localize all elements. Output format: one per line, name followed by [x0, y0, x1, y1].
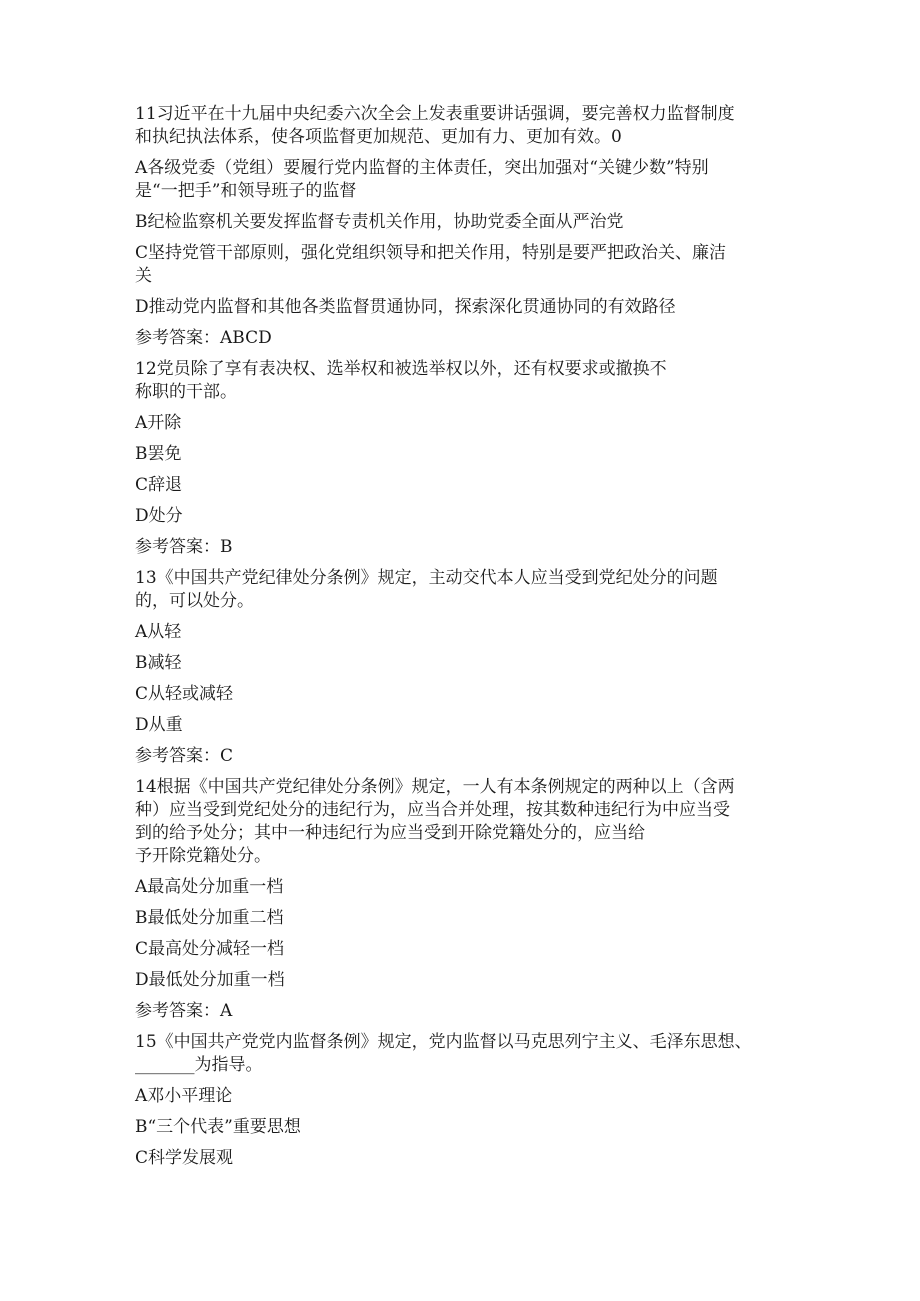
question-stem: [135, 103, 815, 149]
text-line: B减轻: [135, 653, 182, 673]
option-a: [135, 157, 815, 203]
option-a: [135, 621, 815, 644]
text-line: 12党员除了享有表决权、选举权和被选举权以外，还有权要求或撤换不: [135, 359, 667, 379]
answer: [135, 327, 815, 350]
text-line: 是“一把手”和领导班子的监督: [135, 181, 357, 201]
answer-text: 参考答案：ABCD: [135, 328, 272, 348]
text-line: A从轻: [135, 622, 182, 642]
answer-text: 参考答案：B: [135, 537, 233, 557]
text-line: B纪检监察机关要发挥监督专责机关作用，协助党委全面从严治党: [135, 212, 624, 232]
answer-text: 参考答案：A: [135, 1001, 233, 1021]
text-line: D推动党内监督和其他各类监督贯通协同，探索深化贯通协同的有效路径: [135, 297, 676, 317]
option-c: [135, 242, 815, 288]
option-c: [135, 938, 815, 961]
text-line: A邓小平理论: [135, 1086, 233, 1106]
option-b: [135, 443, 815, 466]
text-line: C从轻或减轻: [135, 684, 234, 704]
text-line: D从重: [135, 715, 183, 735]
text-line: D最低处分加重一档: [135, 970, 285, 990]
option-d: [135, 296, 815, 319]
text-line: A最高处分加重一档: [135, 877, 284, 897]
option-c: [135, 683, 815, 706]
text-line: 14根据《中国共产党纪律处分条例》规定，一人有本条例规定的两种以上（含两: [135, 777, 735, 797]
option-b: [135, 1116, 815, 1139]
question-stem: [135, 1031, 815, 1077]
option-c: [135, 474, 815, 497]
question-stem: [135, 567, 815, 613]
text-line: B最低处分加重二档: [135, 908, 284, 928]
option-a: [135, 876, 815, 899]
text-line: A各级党委（党组）要履行党内监督的主体责任，突出加强对“关键少数”特别: [135, 158, 709, 178]
option-d: [135, 969, 815, 992]
text-line: 到的给予处分；其中一种违纪行为应当受到开除党籍处分的，应当给: [135, 823, 645, 843]
question-stem: [135, 776, 815, 868]
text-line: 11习近平在十九届中央纪委六次全会上发表重要讲话强调，要完善权力监督制度: [135, 104, 735, 124]
option-c: [135, 1147, 815, 1170]
answer: [135, 536, 815, 559]
answer: [135, 1000, 815, 1023]
text-line: 种）应当受到党纪处分的违纪行为，应当合并处理，按其数种违纪行为中应当受: [135, 800, 730, 820]
option-a: [135, 412, 815, 435]
text-line: 予开除党籍处分。: [135, 846, 271, 866]
text-line: 15《中国共产党党内监督条例》规定，党内监督以马克思列宁主义、毛泽东思想、: [135, 1032, 752, 1052]
text-line: 13《中国共产党纪律处分条例》规定，主动交代本人应当受到党纪处分的问题: [135, 568, 718, 588]
answer-text: 参考答案：C: [135, 746, 234, 766]
text-line: 称职的干部。: [135, 382, 237, 402]
text-line: B罢免: [135, 444, 182, 464]
option-b: [135, 907, 815, 930]
option-d: [135, 505, 815, 528]
text-line: C科学发展观: [135, 1148, 234, 1168]
text-line: 关: [135, 266, 152, 286]
text-line: C辞退: [135, 475, 183, 495]
option-b: [135, 652, 815, 675]
document-page: [135, 103, 815, 1178]
text-line: D处分: [135, 506, 183, 526]
text-line: 和执纪执法体系，使各项监督更加规范、更加有力、更加有效。0: [135, 127, 622, 147]
text-line: B“三个代表”重要思想: [135, 1117, 301, 1137]
text-line: C最高处分减轻一档: [135, 939, 285, 959]
option-d: [135, 714, 815, 737]
text-line: _______为指导。: [135, 1055, 263, 1075]
text-line: 的，可以处分。: [135, 591, 254, 611]
option-a: [135, 1085, 815, 1108]
question-stem: [135, 358, 815, 404]
option-b: [135, 211, 815, 234]
text-line: A开除: [135, 413, 182, 433]
answer: [135, 745, 815, 768]
text-line: C坚持党管干部原则，强化党组织领导和把关作用，特别是要严把政治关、廉洁: [135, 243, 727, 263]
